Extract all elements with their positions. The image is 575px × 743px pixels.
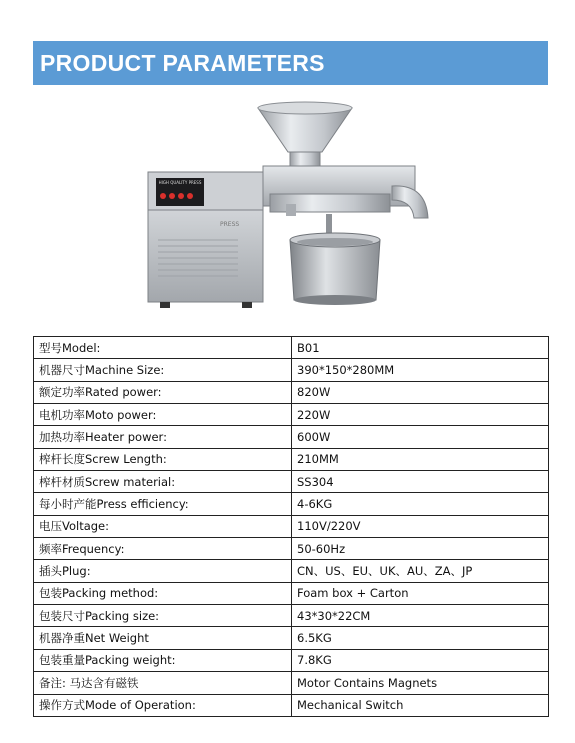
- param-label: 包装Packing method:: [34, 582, 292, 604]
- table-row: [34, 627, 549, 649]
- param-value: 4-6KG: [292, 493, 549, 515]
- table-row: [34, 493, 549, 515]
- param-label: 每小时产能Press efficiency:: [34, 493, 292, 515]
- param-label: 榨杆长度Screw Length:: [34, 448, 292, 470]
- body-badge: PRESS: [220, 221, 240, 228]
- parameters-table: [33, 336, 549, 717]
- table-row: [34, 605, 549, 627]
- table-row: [34, 337, 549, 359]
- param-value: SS304: [292, 471, 549, 493]
- param-value: 6.5KG: [292, 627, 549, 649]
- param-label: 备注: 马达含有磁铁: [34, 672, 292, 694]
- table-row: [34, 404, 549, 426]
- table-row: [34, 381, 549, 403]
- param-label: 操作方式Mode of Operation:: [34, 694, 292, 716]
- param-label: 包装尺寸Packing size:: [34, 605, 292, 627]
- param-value: 600W: [292, 426, 549, 448]
- param-value: CN、US、EU、UK、AU、ZA、JP: [292, 560, 549, 582]
- table-row: [34, 694, 549, 716]
- param-value: Mechanical Switch: [292, 694, 549, 716]
- param-value: 210MM: [292, 448, 549, 470]
- panel-label: HIGH QUALITY PRESS: [158, 180, 202, 185]
- page-title: PRODUCT PARAMETERS: [40, 49, 325, 76]
- title-banner: [33, 41, 548, 85]
- table-row: [34, 515, 549, 537]
- param-value: 50-60Hz: [292, 538, 549, 560]
- table-row: [34, 560, 549, 582]
- param-label: 频率Frequency:: [34, 538, 292, 560]
- param-value: 43*30*22CM: [292, 605, 549, 627]
- param-label: 机器尺寸Machine Size:: [34, 359, 292, 381]
- param-label: 型号Model:: [34, 337, 292, 359]
- param-label: 插头Plug:: [34, 560, 292, 582]
- param-value: 110V/220V: [292, 515, 549, 537]
- table-row: [34, 471, 549, 493]
- param-value: 390*150*280MM: [292, 359, 549, 381]
- param-value: 7.8KG: [292, 649, 549, 671]
- param-value: 820W: [292, 381, 549, 403]
- param-value: Foam box + Carton: [292, 582, 549, 604]
- param-label: 机器净重Net Weight: [34, 627, 292, 649]
- table-row: [34, 426, 549, 448]
- oil-press-machine-image: [130, 100, 440, 315]
- param-label: 电压Voltage:: [34, 515, 292, 537]
- param-label: 包装重量Packing weight:: [34, 649, 292, 671]
- table-row: [34, 672, 549, 694]
- param-label: 榨杆材质Screw material:: [34, 471, 292, 493]
- param-label: 额定功率Rated power:: [34, 381, 292, 403]
- table-row: [34, 448, 549, 470]
- table-row: [34, 582, 549, 604]
- table-row: [34, 538, 549, 560]
- table-row: [34, 649, 549, 671]
- param-value: B01: [292, 337, 549, 359]
- param-label: 加热功率Heater power:: [34, 426, 292, 448]
- param-value: 220W: [292, 404, 549, 426]
- table-row: [34, 359, 549, 381]
- param-label: 电机功率Moto power:: [34, 404, 292, 426]
- param-value: Motor Contains Magnets: [292, 672, 549, 694]
